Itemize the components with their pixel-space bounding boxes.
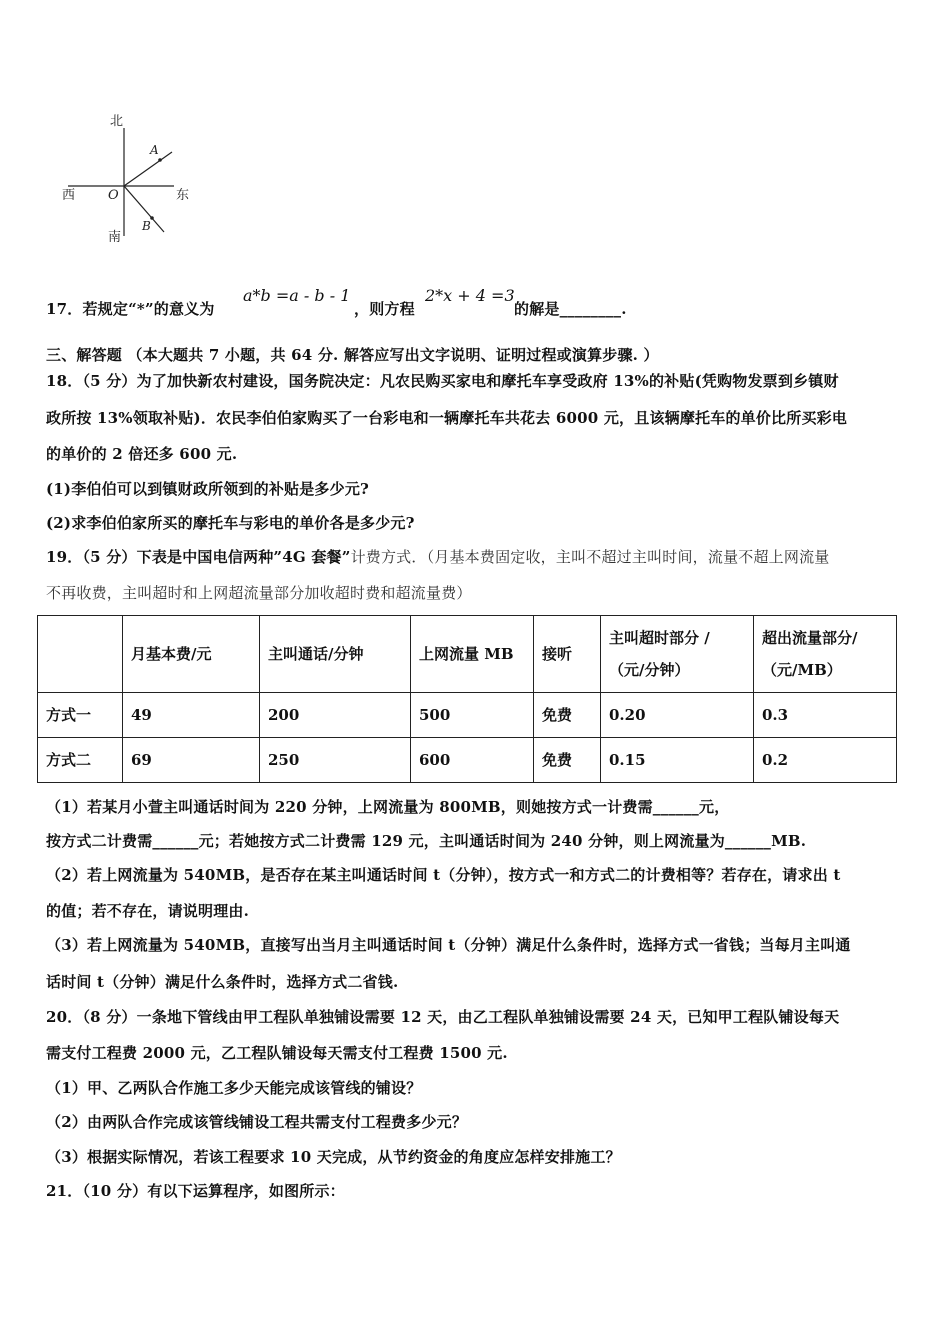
q18-line3: 的单价的 2 倍还多 600 元. — [46, 445, 238, 463]
q17-prefix: 17．若规定“*”的意义为 — [46, 300, 215, 318]
q19-sub2-line1: （2）若上网流量为 540MB，是否存在某主叫通话时间 t（分钟），按方式一和方式二的计费相等？若存在，请求出 t — [46, 866, 841, 884]
table-cell: 200 — [260, 693, 411, 738]
q19-line2: 不再收费，主叫超时和上网超流量部分加收超时费和超流量费） — [46, 584, 472, 602]
q19-sub3-line2: 话时间 t（分钟）满足什么条件时，选择方式二省钱. — [46, 973, 399, 991]
table-cell: 方式二 — [38, 738, 123, 783]
south-label: 南 — [108, 230, 122, 245]
header-cell: 接听 — [534, 616, 601, 693]
q18-sub1: (1)李伯伯可以到镇财政所领到的补贴是多少元? — [46, 480, 370, 498]
table-row — [38, 738, 897, 783]
table-cell: 69 — [123, 738, 260, 783]
origin-label: O — [108, 188, 119, 203]
point-a-dot — [158, 158, 162, 162]
point-a-label: A — [150, 143, 159, 157]
q17-suffix: 的解是________. — [514, 300, 627, 318]
table-row — [38, 693, 897, 738]
q19-sub1-line1: （1）若某月小萱主叫通话时间为 220 分钟，上网流量为 800MB，则她按方式一计费需______元， — [46, 798, 730, 816]
north-label: 北 — [110, 114, 124, 129]
q20-sub3: （3）根据实际情况，若该工程要求 10 天完成，从节约资金的角度应怎样安排施工？ — [46, 1148, 621, 1166]
section3-title: 三、解答题 （本大题共 7 小题，共 64 分. 解答应写出文字说明、证明过程或演算步骤. ） — [46, 346, 659, 364]
table-header-row — [38, 616, 897, 693]
compass-diagram — [56, 108, 206, 248]
q20-line1: 20．（8 分）一条地下管线由甲工程队单独铺设需要 12 天，由乙工程队单独铺设需要 24 天，已知甲工程队铺设每天 — [46, 1008, 840, 1026]
table-cell: 方式一 — [38, 693, 123, 738]
fee-table — [37, 615, 897, 783]
q19-sub1-line2: 按方式二计费需______元；若她按方式二计费需 129 元，主叫通话时间为 240 分钟，则上网流量为______MB. — [46, 832, 807, 850]
west-label: 西 — [62, 188, 76, 203]
east-label: 东 — [176, 188, 190, 203]
header-cell: 主叫通话/分钟 — [260, 616, 411, 693]
header-cell — [38, 616, 123, 693]
q20-sub1: （1）甲、乙两队合作施工多少天能完成该管线的铺设？ — [46, 1079, 422, 1097]
table-cell: 0.20 — [601, 693, 754, 738]
ray-oa — [124, 152, 172, 186]
table-cell: 49 — [123, 693, 260, 738]
header-cell: 上网流量 MB — [411, 616, 534, 693]
q19-line1 — [46, 547, 829, 567]
table-cell: 250 — [260, 738, 411, 783]
q18-line1: 18．（5 分）为了加快新农村建设，国务院决定：凡农民购买家电和摩托车享受政府 13%的补贴(凭购物发票到乡镇财 — [46, 372, 839, 390]
q19-sub2-line2: 的值；若不存在，请说明理由. — [46, 902, 250, 920]
q17-middle: ，则方程 — [354, 300, 415, 318]
q20-sub2: （2）由两队合作完成该管线铺设工程共需支付工程费多少元？ — [46, 1113, 468, 1131]
table-cell: 免费 — [534, 693, 601, 738]
q17-equation: 2*x + 4 =3 — [425, 286, 515, 305]
header-cell: 超出流量部分/（元/MB） — [754, 616, 897, 693]
q19-line1-bold: 19．（5 分）下表是中国电信两种”4G 套餐” — [46, 548, 351, 566]
q20-line2: 需支付工程费 2000 元，乙工程队铺设每天需支付工程费 1500 元. — [46, 1044, 508, 1062]
q19-line1-normal: 计费方式．（月基本费固定收，主叫不超过主叫时间，流量不超上网流量 — [350, 548, 830, 566]
q21-line1: 21．（10 分）有以下运算程序，如图所示： — [46, 1182, 345, 1200]
q19-sub3-line1: （3）若上网流量为 540MB，直接写出当月主叫通话时间 t（分钟）满足什么条件时，选择方式一省钱；当每月主叫通 — [46, 936, 851, 954]
table-cell: 0.2 — [754, 738, 897, 783]
table-cell: 0.3 — [754, 693, 897, 738]
table-cell: 免费 — [534, 738, 601, 783]
point-b-label: B — [142, 219, 151, 233]
q17-definition: a*b =a - b - 1 — [243, 286, 351, 305]
q18-sub2: (2)求李伯伯家所买的摩托车与彩电的单价各是多少元? — [46, 514, 415, 532]
table-cell: 500 — [411, 693, 534, 738]
header-cell: 月基本费/元 — [123, 616, 260, 693]
header-cell: 主叫超时部分 /（元/分钟） — [601, 616, 754, 693]
q18-line2: 政所按 13%领取补贴)．农民李伯伯家购买了一台彩电和一辆摩托车共花去 6000 元，且该辆摩托车的单价比所买彩电 — [46, 409, 848, 427]
table-cell: 0.15 — [601, 738, 754, 783]
table-cell: 600 — [411, 738, 534, 783]
